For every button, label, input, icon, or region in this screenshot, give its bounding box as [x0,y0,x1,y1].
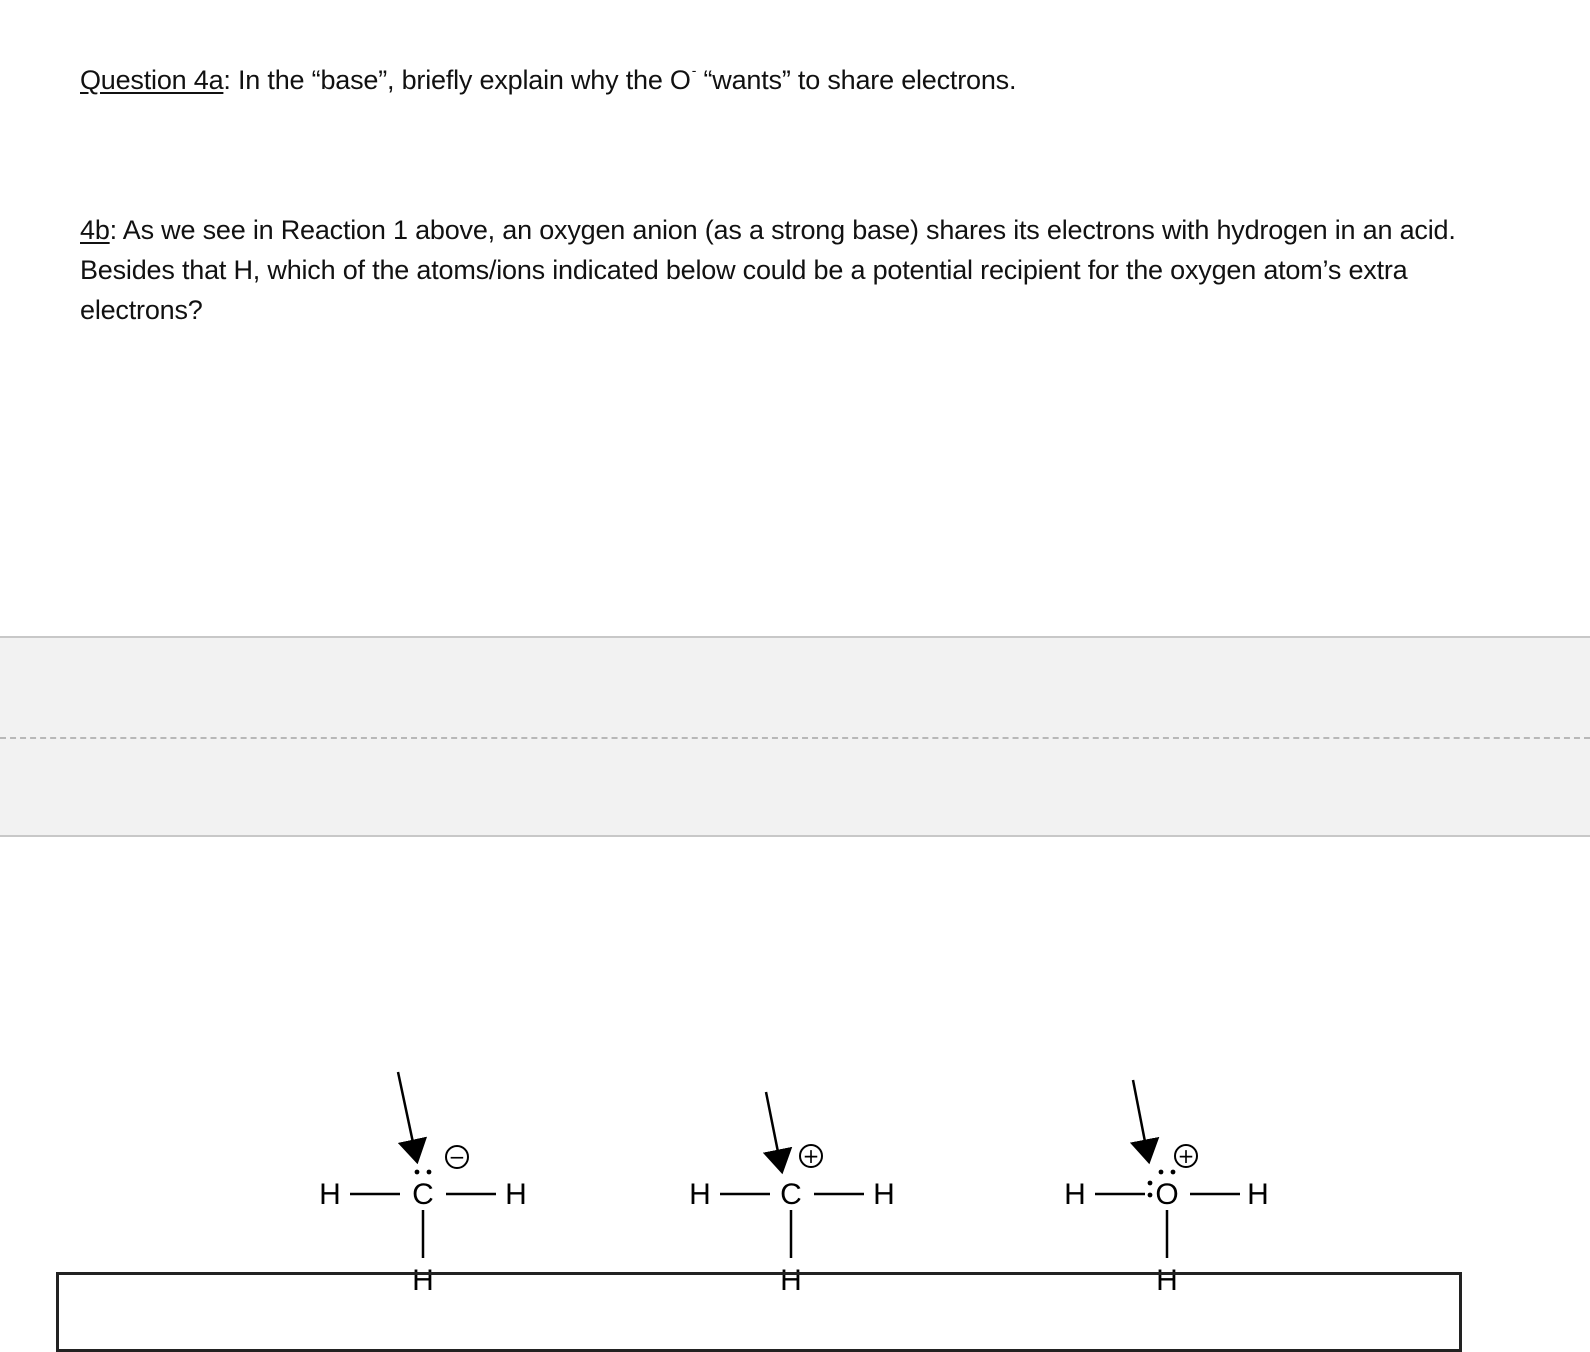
question-4a-superscript: - [691,62,697,78]
question-4a-text-before: : In the “base”, briefly explain why the O [223,65,691,95]
lone-pair-dot [1148,1181,1153,1186]
arrow-carbocation [766,1092,780,1162]
lone-pair-dot [427,1170,432,1175]
atom-bottom-h: H [412,1264,434,1297]
charge-sign: + [802,1144,820,1168]
question-4a-text-after: “wants” to share electrons. [696,65,1017,95]
atom-left-h: H [689,1178,711,1211]
atom-right-h: H [873,1178,895,1211]
atom-bottom-h: H [780,1264,802,1297]
atom-right-h: H [505,1178,527,1211]
charge-sign: − [448,1145,466,1169]
atom-right-h: H [1247,1178,1269,1211]
arrow-carbanion [398,1072,415,1152]
question-4a [80,50,1520,100]
question-4b-text: : As we see in Reaction 1 above, an oxygen anion (as a strong base) shares its electrons with hydrogen in an acid. Besides that H, which of the atoms/ions indicated below could be a potential recipient for the oxygen atom’s extra electrons? [80,215,1456,325]
lone-pair-dot [415,1170,420,1175]
atom-bottom-h: H [1156,1264,1178,1297]
atom-left-h: H [319,1178,341,1211]
atom-left-h: H [1064,1178,1086,1211]
atom-center-c: C [412,1178,434,1211]
atom-center-c: C [780,1178,802,1211]
lone-pair-dot [1171,1170,1176,1175]
page-break-dashed-line [0,737,1590,739]
lone-pair-dot [1148,1193,1153,1198]
answer-box [56,1272,1462,1352]
atom-center-o: O [1155,1178,1179,1211]
question-4b-label: 4b [80,215,110,245]
arrow-oxonium [1133,1080,1147,1152]
structure-carbanion [319,1072,527,1297]
question-4a-label: Question 4a [80,65,224,95]
charge-sign: + [1177,1144,1195,1168]
structure-carbocation [689,1092,895,1297]
lone-pair-dot [1159,1170,1164,1175]
structure-oxonium [1064,1080,1269,1297]
question-4b [80,210,1520,330]
